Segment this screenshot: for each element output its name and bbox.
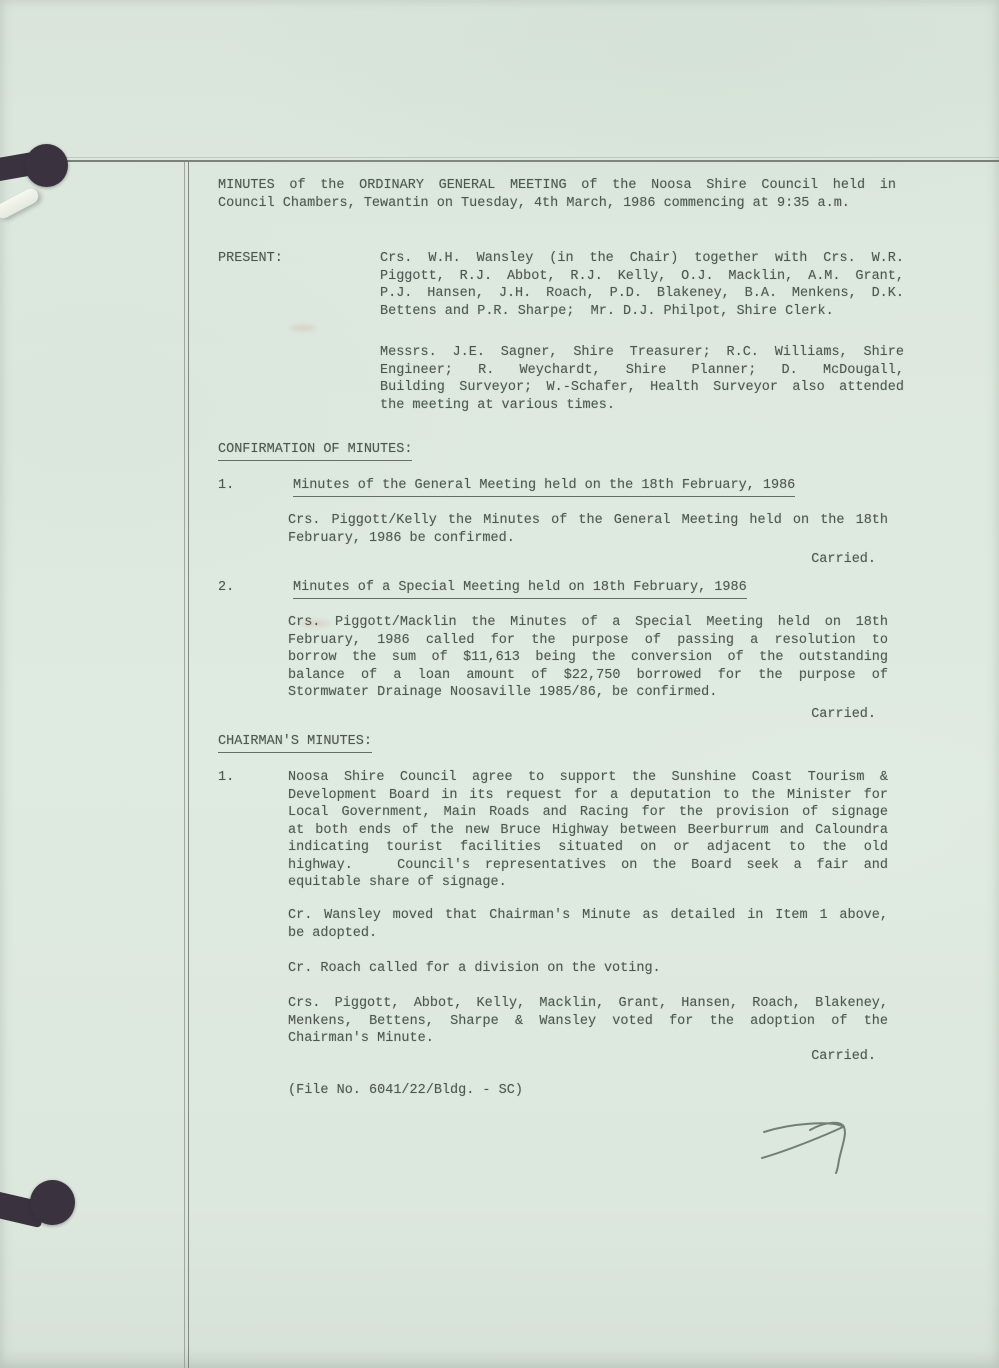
text-line: indicating tourist facilities situated on or adjacent to the old	[288, 840, 888, 855]
section-heading-confirmation	[218, 441, 412, 461]
item-number: 1.	[218, 478, 235, 493]
text-line: Council Chambers, Tewantin on Tuesday, 4th March, 1986 commencing at 9:35 a.m.	[218, 195, 850, 211]
item-title	[293, 579, 747, 599]
text-line: Crs. Piggott/Macklin the Minutes of a Special Meeting held on 18th	[288, 615, 888, 630]
paper-stain	[290, 325, 316, 331]
vote-paragraph	[288, 995, 888, 1048]
section-heading-chairmans	[218, 733, 372, 753]
item-body	[288, 512, 888, 547]
margin-rule-vertical-outer	[184, 162, 185, 1368]
present-officers	[380, 344, 904, 414]
item-body	[288, 614, 888, 702]
binder-fastener-top	[25, 144, 68, 187]
text-line: Cr. Wansley moved that Chairman's Minute as detailed in Item 1 above,	[288, 908, 888, 923]
item-title-text: Minutes of the General Meeting held on the 18th February, 1986	[293, 477, 795, 497]
text-line: Bettens and P.R. Sharpe; Mr. D.J. Philpot, Shire Clerk.	[380, 303, 834, 319]
text-line: Chairman's Minute.	[288, 1031, 434, 1046]
text-line: Local Government, Main Roads and Racing for the provision of signage	[288, 805, 888, 820]
text-line: Noosa Shire Council agree to support the Sunshine Coast Tourism &	[288, 770, 888, 785]
file-reference: (File No. 6041/22/Bldg. - SC)	[288, 1083, 523, 1098]
document-title	[218, 177, 896, 212]
item-title	[293, 477, 795, 497]
binder-fastener-bottom	[30, 1180, 75, 1225]
text-line: Crs. Piggott/Kelly the Minutes of the General Meeting held on the 18th	[288, 513, 888, 528]
text-line: the meeting at various times.	[380, 397, 615, 413]
section-heading-text: CHAIRMAN'S MINUTES:	[218, 733, 372, 753]
item-title-text: Minutes of a Special Meeting held on 18th February, 1986	[293, 579, 747, 599]
text-line: at both ends of the new Bruce Highway between Beerburrum and Caloundra	[288, 822, 888, 838]
text-line: be adopted.	[288, 925, 378, 941]
present-label: PRESENT:	[218, 251, 283, 266]
text-line: Stormwater Drainage Noosaville 1985/86, be confirmed.	[288, 685, 718, 700]
division-paragraph: Cr. Roach called for a division on the voting.	[288, 961, 661, 976]
item-body	[288, 769, 888, 892]
text-line: Piggott, R.J. Abbot, R.J. Kelly, O.J. Macklin, A.M. Grant,	[380, 268, 904, 284]
motion-paragraph	[288, 907, 888, 942]
paper-curl	[0, 186, 41, 221]
text-line: Development Board in its request for a deputation to the Minister for	[288, 787, 888, 803]
section-heading-text: CONFIRMATION OF MINUTES:	[218, 441, 412, 461]
text-line: Building Surveyor; W.-Schafer, Health Surveyor also attended	[380, 380, 904, 395]
text-line: Crs. W.H. Wansley (in the Chair) together with Crs. W.R.	[380, 251, 904, 266]
text-line: February, 1986 be confirmed.	[288, 530, 515, 546]
carried-status: Carried.	[811, 707, 876, 722]
margin-rule-vertical-inner	[188, 162, 189, 1368]
text-line: balance of a loan amount of $22,750 borrowed for the purpose of	[288, 667, 888, 683]
text-line: Crs. Piggott, Abbot, Kelly, Macklin, Grant, Hansen, Roach, Blakeney,	[288, 996, 888, 1011]
item-number: 1.	[218, 770, 235, 785]
text-line: equitable share of signage.	[288, 875, 507, 890]
text-line: P.J. Hansen, J.H. Roach, P.D. Blakeney, B.A. Menkens, D.K.	[380, 286, 904, 301]
text-line: highway. Council's representatives on the Board seek a fair and	[288, 857, 888, 873]
carried-status: Carried.	[811, 1049, 876, 1064]
signature-mark	[752, 1112, 864, 1182]
item-number: 2.	[218, 580, 235, 595]
text-line: Menkens, Bettens, Sharpe & Wansley voted for the adoption of the	[288, 1013, 888, 1029]
text-line: Messrs. J.E. Sagner, Shire Treasurer; R.C. Williams, Shire	[380, 345, 904, 360]
text-line: MINUTES of the ORDINARY GENERAL MEETING of the Noosa Shire Council held in	[218, 178, 896, 193]
top-rule-shadow	[0, 157, 999, 158]
text-line: borrow the sum of $11,613 being the conversion of the outstanding	[288, 650, 888, 665]
present-attendees	[380, 250, 904, 320]
text-line: February, 1986 called for the purpose of passing a resolution to	[288, 632, 888, 648]
top-rule-horizontal	[0, 160, 999, 162]
text-line: Engineer; R. Weychardt, Shire Planner; D. McDougall,	[380, 362, 904, 378]
carried-status: Carried.	[811, 552, 876, 567]
